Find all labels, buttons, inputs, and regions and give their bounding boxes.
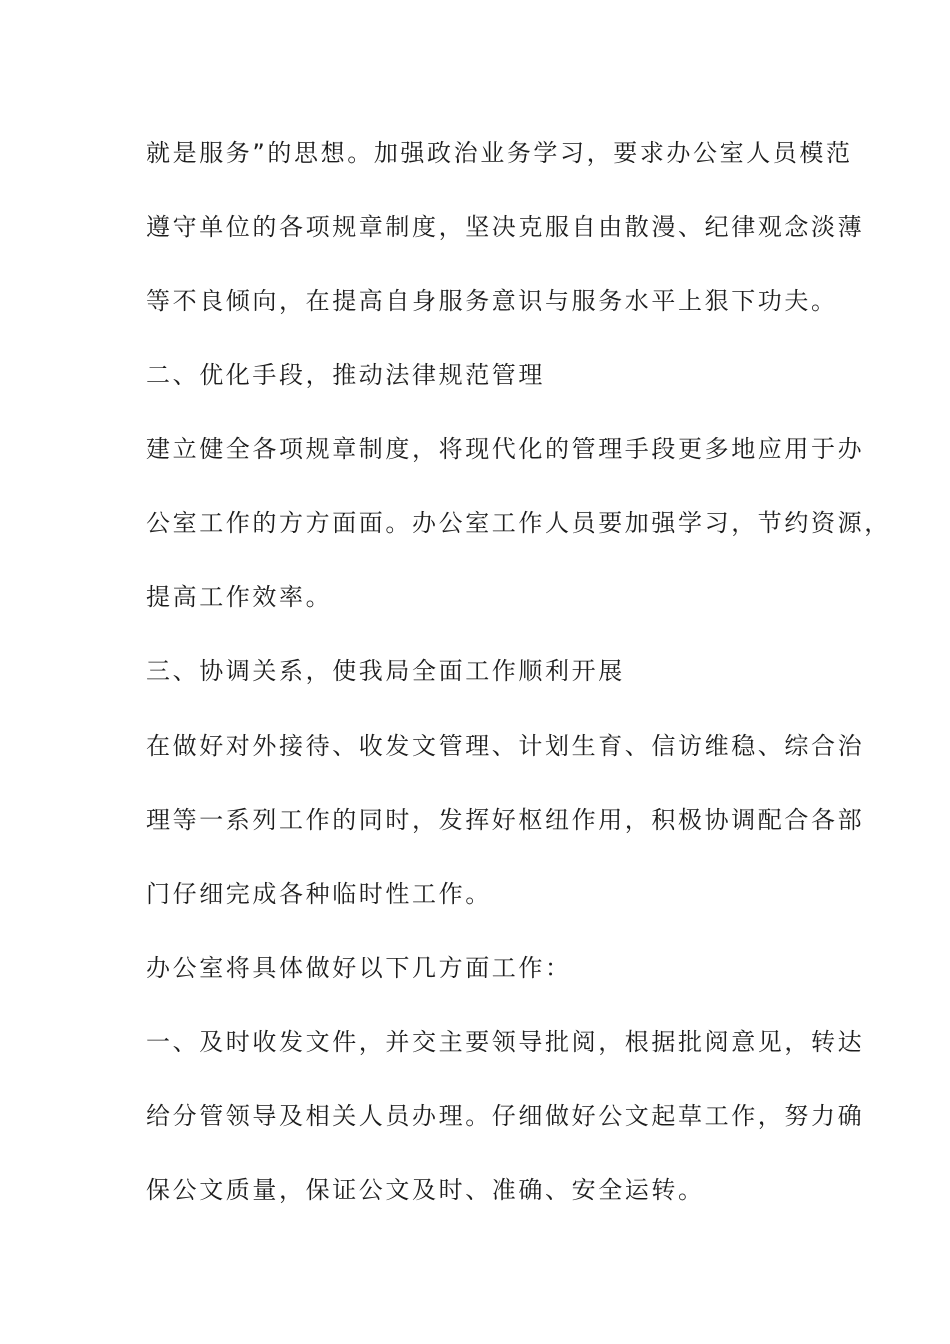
paragraph-line-7: 提高工作效率。 (146, 583, 333, 611)
paragraph-line-11: 门仔细完成各种临时性工作。 (146, 880, 492, 908)
paragraph-line-12: 办公室将具体做好以下几方面工作： (146, 954, 572, 982)
paragraph-line-13: 一、及时收发文件，并交主要领导批阅，根据批阅意见，转达 (146, 1028, 865, 1056)
section-heading-2: 二、优化手段，推动法律规范管理 (146, 361, 545, 389)
paragraph-line-2: 遵守单位的各项规章制度，坚决克服自由散漫、纪律观念淡薄 (146, 213, 865, 241)
paragraph-line-5: 建立健全各项规章制度，将现代化的管理手段更多地应用于办 (146, 435, 865, 463)
paragraph-line-14: 给分管领导及相关人员办理。仔细做好公文起草工作，努力确 (146, 1102, 865, 1130)
paragraph-line-9: 在做好对外接待、收发文管理、计划生育、信访维稳、综合治 (146, 732, 865, 760)
paragraph-line-10: 理等一系列工作的同时，发挥好枢纽作用，积极协调配合各部 (146, 806, 865, 834)
paragraph-line-1: 就是服务”的思想。加强政治业务学习，要求办公室人员模范 (146, 139, 853, 167)
paragraph-line-3: 等不良倾向，在提高自身服务意识与服务水平上狠下功夫。 (146, 287, 838, 315)
section-heading-3: 三、协调关系，使我局全面工作顺利开展 (146, 657, 625, 685)
paragraph-line-6: 公室工作的方方面面。办公室工作人员要加强学习，节约资源， (146, 509, 891, 537)
paragraph-line-15: 保公文质量，保证公文及时、准确、安全运转。 (146, 1176, 705, 1204)
